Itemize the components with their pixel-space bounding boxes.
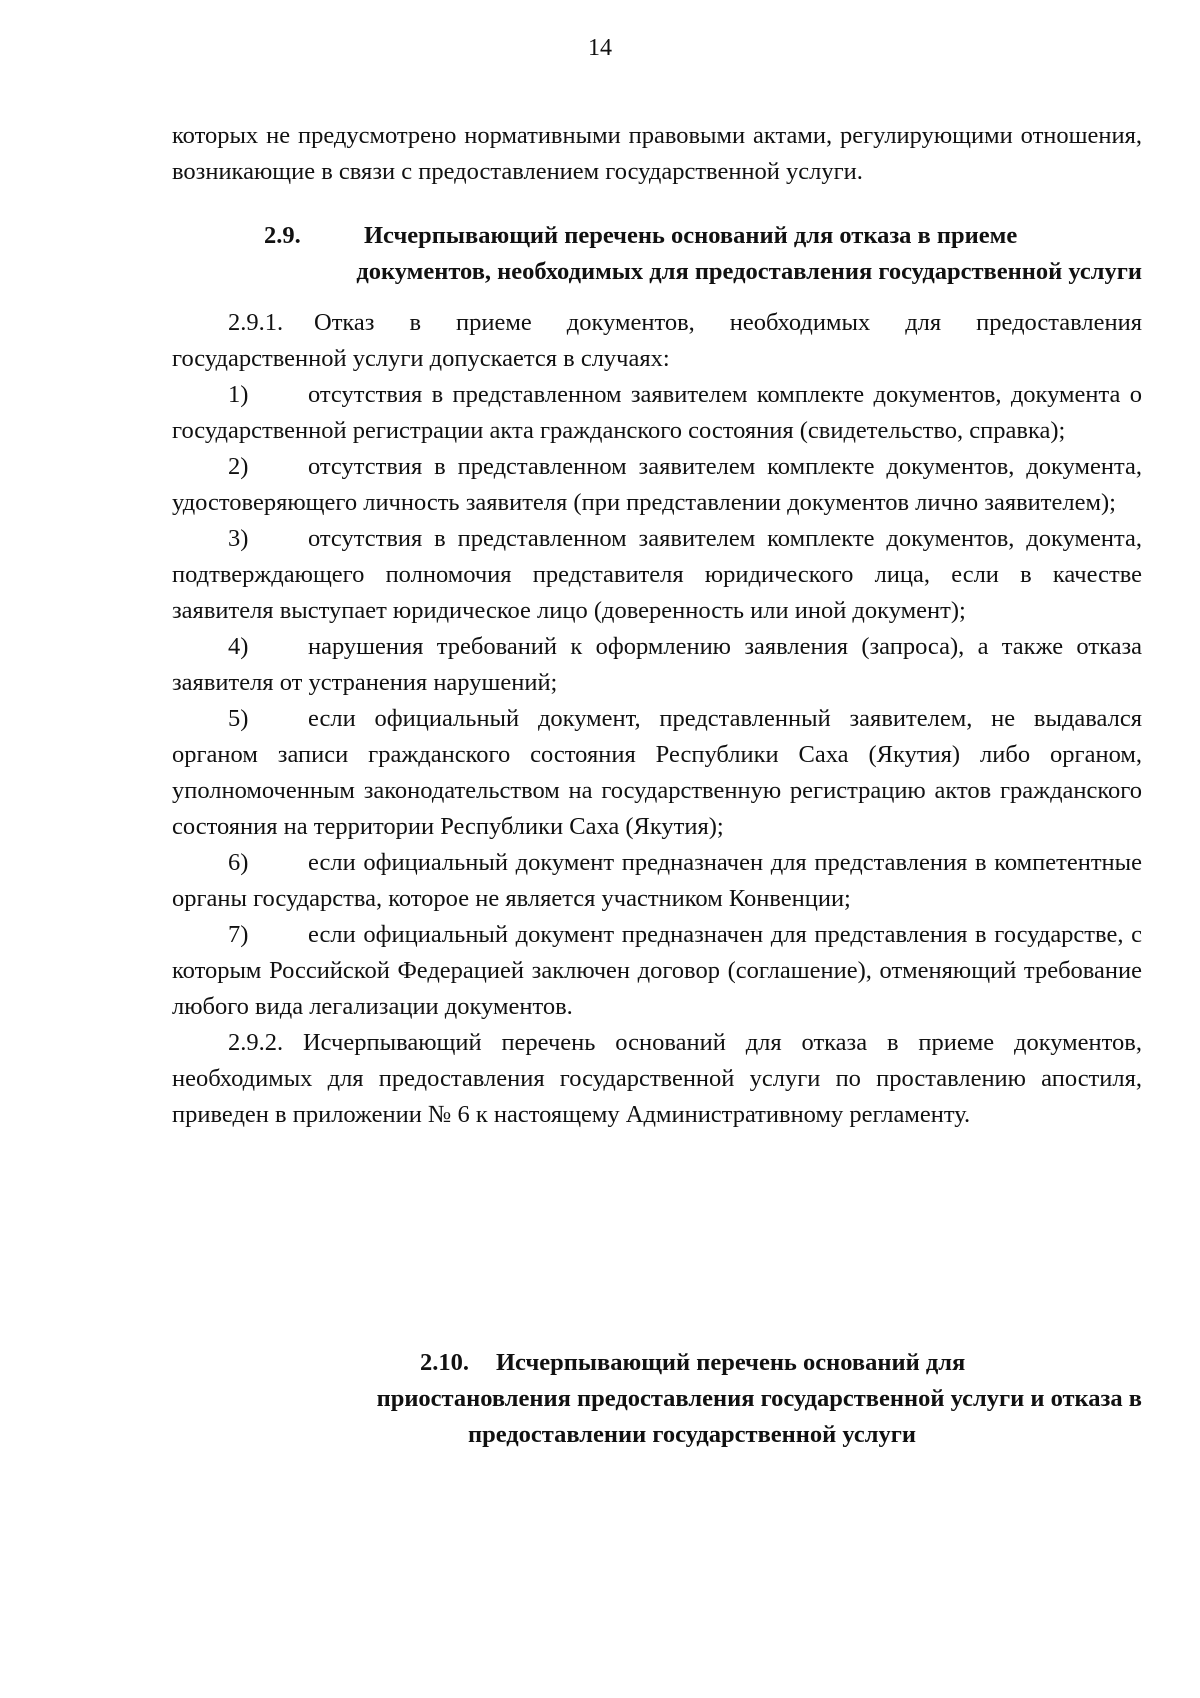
list-item-label: 4)	[228, 633, 249, 660]
paragraph-2-9-1-number: 2.9.1.	[228, 309, 284, 336]
section-2-10-number: 2.10.	[420, 1349, 469, 1376]
list-item	[172, 449, 1142, 521]
list-item-label: 6)	[228, 849, 249, 876]
paragraph-2-9-1-text	[172, 305, 1142, 377]
paragraph-2-9-2-number: 2.9.2.	[228, 1029, 284, 1056]
section-2-10-title-line1	[172, 1345, 1142, 1381]
list-item	[172, 521, 1142, 629]
section-2-10-title-line2: приостановления предоставления государственной услуги и отказа в	[376, 1385, 1142, 1412]
list-item	[172, 701, 1142, 845]
page-number: 14	[588, 35, 612, 61]
list-item-text: если официальный документ предназначен для представления в государстве, с которым Российской Федерацией заключен договор (соглашение), отменяющий требование любого вида легализации документов.	[172, 921, 1142, 1020]
list-item	[172, 845, 1142, 917]
list-item	[172, 377, 1142, 449]
list-item-text: отсутствия в представленном заявителем комплекте документов, документа, удостоверяющего личность заявителя (при представлении документов лично заявителем);	[172, 453, 1142, 516]
list-item-label: 7)	[228, 921, 249, 948]
list-item-label: 5)	[228, 705, 249, 732]
paragraph-2-9-2-body: Исчерпывающий перечень оснований для отказа в приеме документов, необходимых для предоставления государственной услуги по проставлению апостиля, приведен в приложении № 6 к настоящему Административному регламенту.	[172, 1029, 1142, 1128]
section-2-10-title-line3: предоставлении государственной услуги	[467, 1421, 917, 1448]
section-2-9-title-text-1: Исчерпывающий перечень оснований для отказа в приеме	[364, 222, 1018, 249]
list-item	[172, 917, 1142, 1025]
list-item-label: 2)	[228, 453, 249, 480]
section-2-10-title-text-1: Исчерпывающий перечень оснований для	[496, 1349, 966, 1376]
intro-text: которых не предусмотрено нормативными правовыми актами, регулирующими отношения, возникающие в связи с предоставлением государственной услуги.	[172, 122, 1142, 185]
intro-paragraph	[172, 118, 1142, 190]
list-item-label: 3)	[228, 525, 249, 552]
list-item-label: 1)	[228, 381, 249, 408]
section-2-9-heading	[172, 218, 1142, 290]
list-item-text: отсутствия в представленном заявителем комплекте документов, документа о государственной регистрации акта гражданского состояния (свидетельство, справка);	[172, 381, 1142, 444]
section-2-9-title-line1	[172, 218, 1142, 254]
paragraph-2-9-1	[172, 305, 1142, 377]
list-item-text: нарушения требований к оформлению заявления (запроса), а также отказа заявителя от устранения нарушений;	[172, 633, 1142, 696]
section-2-10-heading	[172, 1345, 1142, 1453]
section-2-9-number: 2.9.	[264, 222, 301, 249]
list-item-text: отсутствия в представленном заявителем комплекте документов, документа, подтверждающего полномочия представителя юридического лица, если в качестве заявителя выступает юридическое лицо (доверенность или иной документ);	[172, 525, 1142, 624]
list-item-text: если официальный документ предназначен для представления в компетентные органы государства, которое не является участником Конвенции;	[172, 849, 1142, 912]
section-2-9-title-line2: документов, необходимых для предоставления государственной услуги	[356, 258, 1142, 285]
list-item-text: если официальный документ, представленный заявителем, не выдавался органом записи гражданского состояния Республики Саха (Якутия) либо органом, уполномоченным законодательством на государственную регистрацию актов гражданского состояния на территории Республики Саха (Якутия);	[172, 705, 1142, 840]
paragraph-2-9-1-body: Отказ в приеме документов, необходимых для предоставления государственной услуги допускается в случаях:	[172, 309, 1142, 372]
grounds-list	[172, 377, 1142, 1133]
list-item	[172, 629, 1142, 701]
paragraph-2-9-2	[172, 1025, 1142, 1133]
